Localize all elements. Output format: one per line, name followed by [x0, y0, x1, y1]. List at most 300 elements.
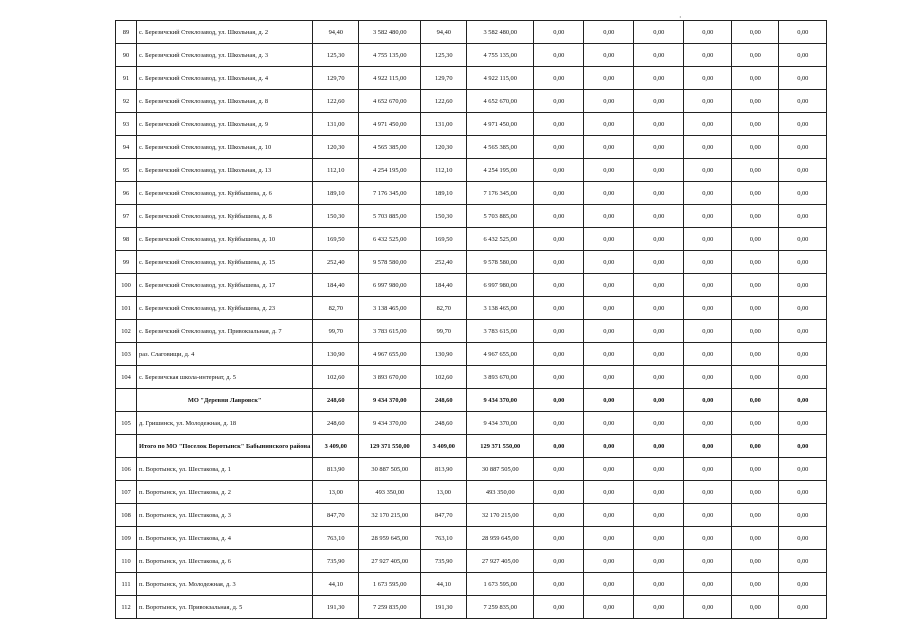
value-cell-1: 0,00: [534, 573, 584, 596]
value-cell-1: 0,00: [534, 274, 584, 297]
scan-mark: ·: [679, 13, 682, 22]
total-row: [116, 435, 827, 458]
row-number: 90: [116, 44, 137, 67]
row-number: 95: [116, 159, 137, 182]
row-number: 97: [116, 205, 137, 228]
address-cell: с. Березичский Стеклозавод, ул. Куйбышева, д. 6: [137, 182, 313, 205]
value-cell-5: 0,00: [732, 412, 779, 435]
address-cell: п. Воротынск, ул. Шестакова, д. 2: [137, 481, 313, 504]
value-cell-2: 0,00: [584, 596, 634, 619]
address-cell: п. Воротынск, ул. Привокзальная, д. 5: [137, 596, 313, 619]
row-number: 103: [116, 343, 137, 366]
value-cell-1: 0,00: [534, 527, 584, 550]
table-row: [116, 113, 827, 136]
value-cell-5: 0,00: [732, 504, 779, 527]
area-cell: 189,10: [313, 182, 359, 205]
value-cell-6: 0,00: [779, 274, 827, 297]
value-cell-1: 0,00: [534, 504, 584, 527]
area-cell: 150,30: [313, 205, 359, 228]
value-cell-3: 0,00: [634, 343, 684, 366]
value-cell-1: 0,00: [534, 113, 584, 136]
row-number: 110: [116, 550, 137, 573]
value-cell-6: 0,00: [779, 458, 827, 481]
area-cell: 252,40: [313, 251, 359, 274]
value-cell-3: 0,00: [634, 481, 684, 504]
value-cell-3: 0,00: [634, 67, 684, 90]
row-number: 101: [116, 297, 137, 320]
value-cell-4: 0,00: [684, 527, 732, 550]
cost-financed-cell: 3 893 670,00: [467, 366, 534, 389]
value-cell-1: 0,00: [534, 297, 584, 320]
cost-financed-cell: 6 432 525,00: [467, 228, 534, 251]
area-cell: 102,60: [313, 366, 359, 389]
value-cell-2: 0,00: [584, 320, 634, 343]
value-cell-5: 0,00: [732, 44, 779, 67]
value-cell-4: 0,00: [684, 573, 732, 596]
value-cell-4: 0,00: [684, 44, 732, 67]
area-financed-cell: 82,70: [421, 297, 467, 320]
value-cell-4: 0,00: [684, 67, 732, 90]
address-cell: с. Березичский Стеклозавод, ул. Привокзальная, д. 7: [137, 320, 313, 343]
area-cell: 112,10: [313, 159, 359, 182]
table-row: [116, 44, 827, 67]
table-row: [116, 343, 827, 366]
table-row: [116, 21, 827, 44]
table-row: [116, 274, 827, 297]
value-cell-4: 0,00: [684, 228, 732, 251]
value-cell-5: 0,00: [732, 297, 779, 320]
value-cell-6: 0,00: [779, 228, 827, 251]
value-cell-5: 0,00: [732, 228, 779, 251]
value-cell-6: 0,00: [779, 573, 827, 596]
area-financed-cell: 169,50: [421, 228, 467, 251]
value-cell-1: 0,00: [534, 251, 584, 274]
area-financed-cell: 130,90: [421, 343, 467, 366]
cost-financed-cell: 9 578 580,00: [467, 251, 534, 274]
value-cell-6: 0,00: [779, 44, 827, 67]
value-cell-2: 0,00: [584, 274, 634, 297]
row-number: 99: [116, 251, 137, 274]
area-financed-cell: 13,00: [421, 481, 467, 504]
table-body: [116, 21, 827, 619]
cost-cell: 32 170 215,00: [359, 504, 421, 527]
value-cell-4: 0,00: [684, 297, 732, 320]
area-financed-cell: 150,30: [421, 205, 467, 228]
cost-financed-cell: 27 927 405,00: [467, 550, 534, 573]
cost-financed-cell: 32 170 215,00: [467, 504, 534, 527]
area-cell: 248,60: [313, 412, 359, 435]
area-financed-cell: 252,40: [421, 251, 467, 274]
value-cell-4: 0,00: [684, 481, 732, 504]
cost-financed-cell: 4 755 135,00: [467, 44, 534, 67]
value-cell-4: 0,00: [684, 596, 732, 619]
value-cell-3: 0,00: [634, 136, 684, 159]
table-row: [116, 412, 827, 435]
value-cell-5: 0,00: [732, 320, 779, 343]
value-cell-4: 0,00: [684, 251, 732, 274]
area-financed-cell: 44,10: [421, 573, 467, 596]
area-cell: 82,70: [313, 297, 359, 320]
cost-financed-cell: 9 434 370,00: [467, 389, 534, 412]
value-cell-2: 0,00: [584, 435, 634, 458]
address-cell: п. Воротынск, ул. Шестакова, д. 6: [137, 550, 313, 573]
cost-cell: 7 176 345,00: [359, 182, 421, 205]
area-financed-cell: 129,70: [421, 67, 467, 90]
table-row: [116, 527, 827, 550]
table-row: [116, 136, 827, 159]
area-financed-cell: 120,30: [421, 136, 467, 159]
cost-financed-cell: 7 259 835,00: [467, 596, 534, 619]
value-cell-6: 0,00: [779, 596, 827, 619]
address-cell: с. Березичский Стеклозавод, ул. Школьная, д. 4: [137, 67, 313, 90]
value-cell-1: 0,00: [534, 596, 584, 619]
value-cell-2: 0,00: [584, 159, 634, 182]
value-cell-2: 0,00: [584, 343, 634, 366]
row-number: 94: [116, 136, 137, 159]
cost-financed-cell: 1 673 595,00: [467, 573, 534, 596]
value-cell-2: 0,00: [584, 228, 634, 251]
value-cell-1: 0,00: [534, 412, 584, 435]
value-cell-4: 0,00: [684, 136, 732, 159]
value-cell-6: 0,00: [779, 113, 827, 136]
area-financed-cell: 122,60: [421, 90, 467, 113]
value-cell-6: 0,00: [779, 136, 827, 159]
address-cell: с. Березичский Стеклозавод, ул. Школьная, д. 2: [137, 21, 313, 44]
row-number: 92: [116, 90, 137, 113]
cost-cell: 493 350,00: [359, 481, 421, 504]
value-cell-5: 0,00: [732, 458, 779, 481]
value-cell-1: 0,00: [534, 343, 584, 366]
value-cell-3: 0,00: [634, 182, 684, 205]
value-cell-3: 0,00: [634, 504, 684, 527]
value-cell-2: 0,00: [584, 573, 634, 596]
cost-financed-cell: 4 967 655,00: [467, 343, 534, 366]
row-number: 111: [116, 573, 137, 596]
value-cell-2: 0,00: [584, 44, 634, 67]
area-cell: 813,90: [313, 458, 359, 481]
value-cell-1: 0,00: [534, 481, 584, 504]
address-cell: раз. Слаговищи, д. 4: [137, 343, 313, 366]
cost-cell: 4 755 135,00: [359, 44, 421, 67]
value-cell-4: 0,00: [684, 21, 732, 44]
address-cell: с. Березичский Стеклозавод, ул. Школьная, д. 8: [137, 90, 313, 113]
address-cell: п. Воротынск, ул. Молодежная, д. 3: [137, 573, 313, 596]
value-cell-3: 0,00: [634, 435, 684, 458]
cost-financed-cell: 3 582 480,00: [467, 21, 534, 44]
address-cell: с. Березичский Стеклозавод, ул. Куйбышева, д. 23: [137, 297, 313, 320]
area-cell: 847,70: [313, 504, 359, 527]
value-cell-1: 0,00: [534, 389, 584, 412]
value-cell-2: 0,00: [584, 550, 634, 573]
address-cell: с. Березичский Стеклозавод, ул. Школьная, д. 9: [137, 113, 313, 136]
value-cell-2: 0,00: [584, 389, 634, 412]
value-cell-4: 0,00: [684, 113, 732, 136]
address-cell: Итого по МО "Поселок Воротынск" Бабынинского района: [137, 435, 313, 458]
row-number: 96: [116, 182, 137, 205]
cost-financed-cell: 4 922 115,00: [467, 67, 534, 90]
value-cell-6: 0,00: [779, 550, 827, 573]
value-cell-6: 0,00: [779, 251, 827, 274]
address-cell: с. Березичский Стеклозавод, ул. Школьная, д. 3: [137, 44, 313, 67]
value-cell-6: 0,00: [779, 159, 827, 182]
table-row: [116, 458, 827, 481]
area-financed-cell: 191,30: [421, 596, 467, 619]
value-cell-5: 0,00: [732, 527, 779, 550]
value-cell-6: 0,00: [779, 481, 827, 504]
total-row: [116, 389, 827, 412]
value-cell-5: 0,00: [732, 205, 779, 228]
cost-financed-cell: 4 971 450,00: [467, 113, 534, 136]
cost-financed-cell: 5 703 885,00: [467, 205, 534, 228]
address-cell: с. Березичский Стеклозавод, ул. Школьная, д. 13: [137, 159, 313, 182]
area-cell: 130,90: [313, 343, 359, 366]
value-cell-1: 0,00: [534, 228, 584, 251]
cost-cell: 3 893 670,00: [359, 366, 421, 389]
area-cell: 763,10: [313, 527, 359, 550]
value-cell-2: 0,00: [584, 527, 634, 550]
row-number: 106: [116, 458, 137, 481]
cost-financed-cell: 4 254 195,00: [467, 159, 534, 182]
value-cell-2: 0,00: [584, 366, 634, 389]
value-cell-1: 0,00: [534, 205, 584, 228]
value-cell-6: 0,00: [779, 343, 827, 366]
value-cell-2: 0,00: [584, 113, 634, 136]
cost-cell: 4 967 655,00: [359, 343, 421, 366]
address-cell: с. Березичский Стеклозавод, ул. Куйбышева, д. 15: [137, 251, 313, 274]
value-cell-1: 0,00: [534, 90, 584, 113]
row-number: 91: [116, 67, 137, 90]
area-financed-cell: 112,10: [421, 159, 467, 182]
area-financed-cell: 102,60: [421, 366, 467, 389]
cost-cell: 28 959 645,00: [359, 527, 421, 550]
address-cell: с. Березичский Стеклозавод, ул. Куйбышева, д. 8: [137, 205, 313, 228]
table-row: [116, 67, 827, 90]
row-number: 102: [116, 320, 137, 343]
value-cell-2: 0,00: [584, 504, 634, 527]
area-financed-cell: 99,70: [421, 320, 467, 343]
area-financed-cell: 248,60: [421, 412, 467, 435]
value-cell-4: 0,00: [684, 435, 732, 458]
area-cell: 122,60: [313, 90, 359, 113]
value-cell-2: 0,00: [584, 67, 634, 90]
value-cell-1: 0,00: [534, 44, 584, 67]
table-row: [116, 550, 827, 573]
cost-financed-cell: 6 997 980,00: [467, 274, 534, 297]
value-cell-6: 0,00: [779, 320, 827, 343]
row-number: 107: [116, 481, 137, 504]
table-row: [116, 182, 827, 205]
area-cell: 735,90: [313, 550, 359, 573]
cost-financed-cell: 4 652 670,00: [467, 90, 534, 113]
address-cell: с. Березичский Стеклозавод, ул. Школьная, д. 10: [137, 136, 313, 159]
value-cell-4: 0,00: [684, 182, 732, 205]
address-cell: с. Березичский Стеклозавод, ул. Куйбышева, д. 17: [137, 274, 313, 297]
value-cell-2: 0,00: [584, 136, 634, 159]
value-cell-3: 0,00: [634, 458, 684, 481]
cost-cell: 3 783 615,00: [359, 320, 421, 343]
value-cell-1: 0,00: [534, 21, 584, 44]
area-cell: 184,40: [313, 274, 359, 297]
value-cell-5: 0,00: [732, 159, 779, 182]
address-cell: с. Березичская школа-интернат, д. 5: [137, 366, 313, 389]
cost-financed-cell: 28 959 645,00: [467, 527, 534, 550]
housing-table: [115, 20, 827, 619]
area-financed-cell: 847,70: [421, 504, 467, 527]
area-cell: 125,30: [313, 44, 359, 67]
cost-cell: 9 578 580,00: [359, 251, 421, 274]
value-cell-5: 0,00: [732, 481, 779, 504]
cost-cell: 30 887 505,00: [359, 458, 421, 481]
value-cell-6: 0,00: [779, 182, 827, 205]
value-cell-3: 0,00: [634, 550, 684, 573]
table-row: [116, 596, 827, 619]
cost-cell: 4 565 385,00: [359, 136, 421, 159]
value-cell-5: 0,00: [732, 596, 779, 619]
row-number: 89: [116, 21, 137, 44]
area-cell: 3 409,00: [313, 435, 359, 458]
value-cell-6: 0,00: [779, 90, 827, 113]
value-cell-4: 0,00: [684, 366, 732, 389]
value-cell-2: 0,00: [584, 182, 634, 205]
value-cell-4: 0,00: [684, 504, 732, 527]
value-cell-3: 0,00: [634, 251, 684, 274]
value-cell-6: 0,00: [779, 297, 827, 320]
table-row: [116, 251, 827, 274]
value-cell-3: 0,00: [634, 21, 684, 44]
address-cell: д. Гришинск, ул. Молодежная, д. 18: [137, 412, 313, 435]
cost-cell: 27 927 405,00: [359, 550, 421, 573]
address-cell: с. Березичский Стеклозавод, ул. Куйбышева, д. 10: [137, 228, 313, 251]
value-cell-6: 0,00: [779, 21, 827, 44]
area-financed-cell: 248,60: [421, 389, 467, 412]
value-cell-2: 0,00: [584, 458, 634, 481]
row-number: [116, 435, 137, 458]
value-cell-6: 0,00: [779, 67, 827, 90]
value-cell-3: 0,00: [634, 274, 684, 297]
value-cell-6: 0,00: [779, 366, 827, 389]
area-cell: 131,00: [313, 113, 359, 136]
address-cell: п. Воротынск, ул. Шестакова, д. 4: [137, 527, 313, 550]
address-cell: МО "Деревня Лавровск": [137, 389, 313, 412]
area-cell: 129,70: [313, 67, 359, 90]
value-cell-2: 0,00: [584, 297, 634, 320]
value-cell-3: 0,00: [634, 113, 684, 136]
cost-financed-cell: 4 565 385,00: [467, 136, 534, 159]
area-cell: 248,60: [313, 389, 359, 412]
area-cell: 99,70: [313, 320, 359, 343]
area-financed-cell: 184,40: [421, 274, 467, 297]
value-cell-3: 0,00: [634, 320, 684, 343]
value-cell-3: 0,00: [634, 297, 684, 320]
area-financed-cell: 813,90: [421, 458, 467, 481]
value-cell-5: 0,00: [732, 113, 779, 136]
value-cell-2: 0,00: [584, 481, 634, 504]
value-cell-2: 0,00: [584, 412, 634, 435]
value-cell-2: 0,00: [584, 90, 634, 113]
table-row: [116, 481, 827, 504]
table-row: [116, 320, 827, 343]
value-cell-1: 0,00: [534, 435, 584, 458]
value-cell-5: 0,00: [732, 251, 779, 274]
area-cell: 169,50: [313, 228, 359, 251]
cost-financed-cell: 9 434 370,00: [467, 412, 534, 435]
value-cell-5: 0,00: [732, 90, 779, 113]
table-row: [116, 504, 827, 527]
cost-financed-cell: 493 350,00: [467, 481, 534, 504]
table-row: [116, 297, 827, 320]
value-cell-5: 0,00: [732, 573, 779, 596]
value-cell-5: 0,00: [732, 182, 779, 205]
value-cell-6: 0,00: [779, 205, 827, 228]
cost-financed-cell: 7 176 345,00: [467, 182, 534, 205]
value-cell-5: 0,00: [732, 136, 779, 159]
area-financed-cell: 735,90: [421, 550, 467, 573]
value-cell-3: 0,00: [634, 159, 684, 182]
value-cell-5: 0,00: [732, 343, 779, 366]
value-cell-4: 0,00: [684, 274, 732, 297]
value-cell-6: 0,00: [779, 504, 827, 527]
cost-cell: 3 138 465,00: [359, 297, 421, 320]
value-cell-3: 0,00: [634, 90, 684, 113]
value-cell-2: 0,00: [584, 205, 634, 228]
cost-financed-cell: 3 783 615,00: [467, 320, 534, 343]
value-cell-1: 0,00: [534, 366, 584, 389]
value-cell-5: 0,00: [732, 550, 779, 573]
value-cell-5: 0,00: [732, 366, 779, 389]
value-cell-6: 0,00: [779, 412, 827, 435]
value-cell-1: 0,00: [534, 136, 584, 159]
value-cell-1: 0,00: [534, 458, 584, 481]
value-cell-3: 0,00: [634, 44, 684, 67]
row-number: 109: [116, 527, 137, 550]
value-cell-3: 0,00: [634, 412, 684, 435]
value-cell-3: 0,00: [634, 596, 684, 619]
address-cell: п. Воротынск, ул. Шестакова, д. 1: [137, 458, 313, 481]
row-number: 112: [116, 596, 137, 619]
cost-cell: 6 997 980,00: [359, 274, 421, 297]
cost-financed-cell: 30 887 505,00: [467, 458, 534, 481]
value-cell-4: 0,00: [684, 550, 732, 573]
table-row: [116, 573, 827, 596]
cost-cell: 7 259 835,00: [359, 596, 421, 619]
value-cell-3: 0,00: [634, 389, 684, 412]
area-financed-cell: 125,30: [421, 44, 467, 67]
value-cell-5: 0,00: [732, 67, 779, 90]
table-row: [116, 228, 827, 251]
cost-financed-cell: 3 138 465,00: [467, 297, 534, 320]
value-cell-1: 0,00: [534, 320, 584, 343]
cost-cell: 4 922 115,00: [359, 67, 421, 90]
table-row: [116, 366, 827, 389]
value-cell-4: 0,00: [684, 205, 732, 228]
row-number: 93: [116, 113, 137, 136]
value-cell-4: 0,00: [684, 90, 732, 113]
value-cell-1: 0,00: [534, 182, 584, 205]
value-cell-4: 0,00: [684, 458, 732, 481]
area-cell: 13,00: [313, 481, 359, 504]
value-cell-2: 0,00: [584, 21, 634, 44]
area-financed-cell: 131,00: [421, 113, 467, 136]
value-cell-5: 0,00: [732, 435, 779, 458]
row-number: [116, 389, 137, 412]
value-cell-3: 0,00: [634, 527, 684, 550]
value-cell-6: 0,00: [779, 389, 827, 412]
area-cell: 120,30: [313, 136, 359, 159]
value-cell-3: 0,00: [634, 228, 684, 251]
cost-cell: 5 703 885,00: [359, 205, 421, 228]
row-number: 100: [116, 274, 137, 297]
area-cell: 191,30: [313, 596, 359, 619]
